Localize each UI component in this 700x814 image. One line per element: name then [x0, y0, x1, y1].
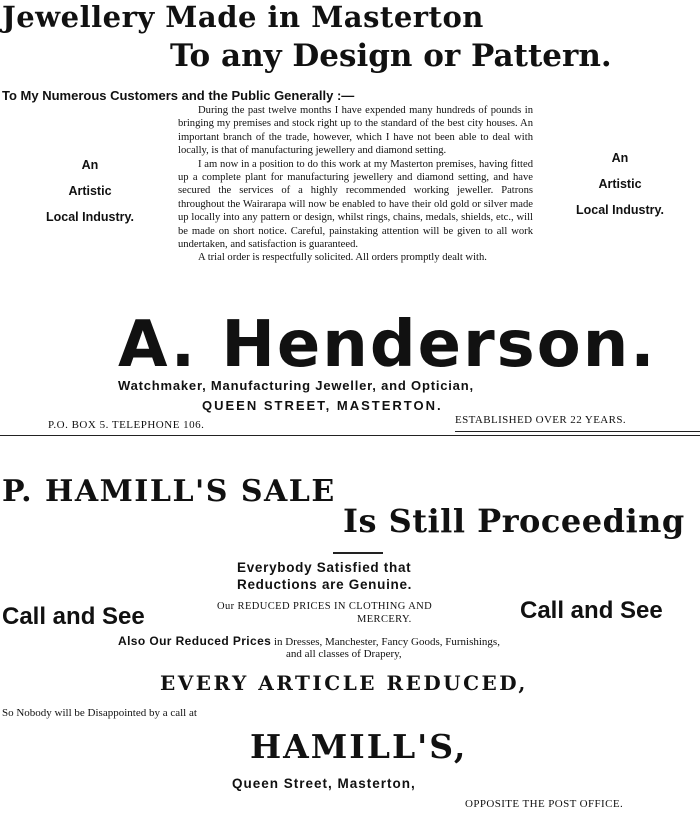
- side-left-line: Artistic: [68, 184, 112, 198]
- hamill-title: P. HAMILL'S SALE: [2, 474, 336, 509]
- salutation: To My Numerous Customers and the Public Generally :—: [2, 88, 355, 103]
- headline: Jewellery Made in Masterton: [2, 0, 484, 34]
- henderson-trade: Watchmaker, Manufacturing Jeweller, and Optician,: [118, 378, 474, 393]
- divider-rule: [0, 435, 700, 436]
- hamills-name: HAMILL'S,: [250, 727, 468, 766]
- body-paragraph: I am now in a position to do this work at my Masterton premises, having fitted up a complete plant for manufacturing jewellery and diamond setting, and have secured the services of a highly recommended working jeweller. Patrons throughout the Wairarapa will now be enabled to have their old gold or silver made up locally into any pattern or design, whilst rings, chains, medals, shields, etc., will be made on short notice. Careful, painstaking attention will be given to all work undertaken, and satisfaction is guaranteed.: [178, 158, 533, 251]
- also-reduced-rest: in Dresses, Manchester, Fancy Goods, Furnishings,: [271, 636, 500, 648]
- call-and-see-left: Call and See: [2, 603, 145, 630]
- also-reduced-line2: and all classes of Drapery,: [286, 648, 402, 660]
- satisfied-line: Reductions are Genuine.: [237, 577, 413, 592]
- side-right-line: Local Industry.: [576, 203, 664, 217]
- body-text: [178, 104, 533, 265]
- side-left-line: Local Industry.: [46, 210, 134, 224]
- body-paragraph: A trial order is respectfully solicited. All orders promptly dealt with.: [198, 252, 487, 264]
- reduced-prices-line: MERCERY.: [357, 614, 412, 625]
- side-right-line: Artistic: [598, 177, 642, 191]
- divider-rule: [455, 431, 700, 432]
- side-column-right: [555, 145, 685, 223]
- subheadline: To any Design or Pattern.: [170, 38, 612, 74]
- also-reduced-bold: Also Our Reduced Prices: [118, 634, 272, 648]
- reduced-prices-line: Our REDUCED PRICES IN CLOTHING AND: [217, 601, 433, 612]
- side-left-line: An: [81, 158, 99, 172]
- hamills-address: Queen Street, Masterton,: [232, 776, 416, 791]
- opposite-post-office: OPPOSITE THE POST OFFICE.: [465, 798, 624, 810]
- satisfied-line: Everybody Satisfied that: [237, 560, 412, 575]
- call-and-see-right: Call and See: [520, 597, 663, 624]
- body-paragraph: During the past twelve months I have expended many hundreds of pounds in bringing my premises and stock right up to the standard of the best city houses. An important branch of the trade, however, which I have not been able to deal with locally, is that of manufacturing jewellery and diamond setting.: [178, 105, 533, 157]
- henderson-address: QUEEN STREET, MASTERTON.: [202, 398, 443, 413]
- divider-rule: [333, 552, 383, 554]
- side-right-line: An: [611, 151, 629, 165]
- so-nobody-line: So Nobody will be Disappointed by a call at: [2, 707, 197, 719]
- established-note: ESTABLISHED OVER 22 YEARS.: [455, 414, 627, 426]
- every-article-reduced: EVERY ARTICLE REDUCED,: [160, 671, 528, 695]
- po-box-telephone: P.O. BOX 5. TELEPHONE 106.: [48, 419, 205, 431]
- also-reduced-line: [118, 634, 500, 648]
- hamill-subtitle: Is Still Proceeding: [343, 502, 685, 540]
- side-column-left: [25, 152, 155, 230]
- henderson-name: A. Henderson.: [118, 308, 657, 382]
